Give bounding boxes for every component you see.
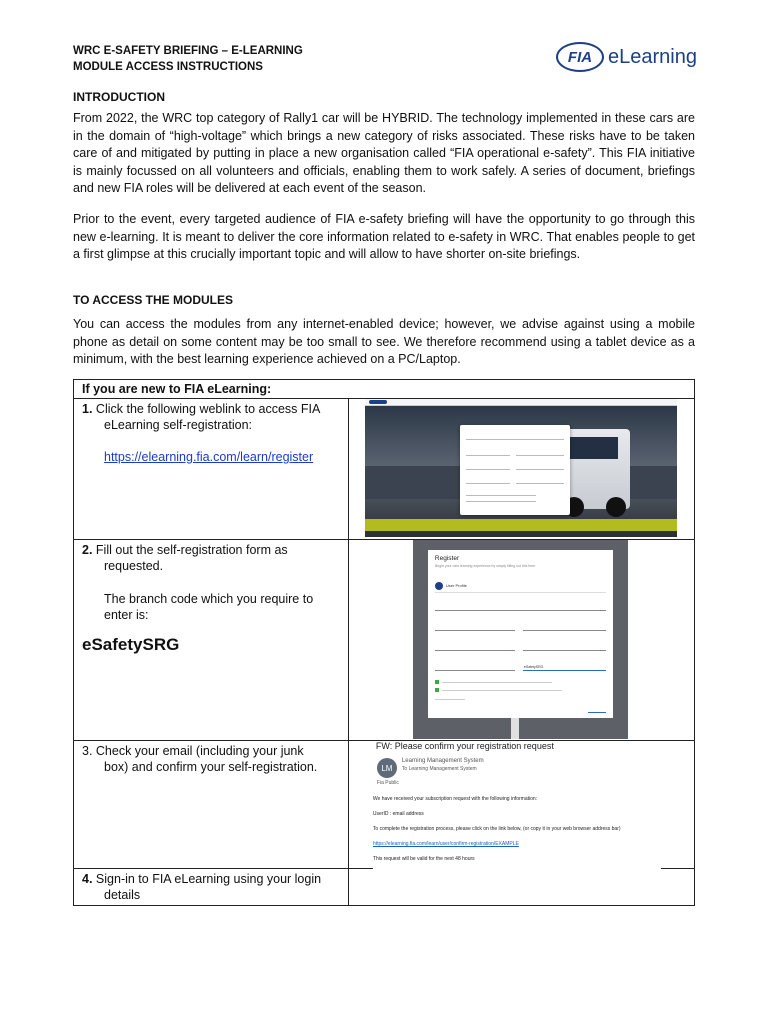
- step-4-text-a: Sign-in to FIA eLearning using your login: [95, 872, 322, 886]
- fia-elearning-logo: [556, 42, 697, 72]
- step-4-text-b: details: [104, 888, 141, 902]
- access-title: TO ACCESS THE MODULES: [73, 293, 234, 307]
- email-to: To Learning Management System: [401, 766, 477, 772]
- email-line-3: To complete the registration process, please click on the link below, (or copy it in your web browser address bar): [372, 826, 621, 832]
- step-4-number: 4.: [82, 872, 93, 886]
- step-2-text-a: Fill out the self-registration form as: [95, 543, 288, 557]
- email-confirm-link: https://elearning.fia.com/learn/user/confirm-registration/EXAMPLE: [372, 841, 519, 847]
- step-3-cell: [74, 741, 349, 869]
- document-header: [73, 43, 303, 75]
- register-page-screenshot: [348, 399, 694, 540]
- intro-title: INTRODUCTION: [73, 90, 165, 104]
- table-header: If you are new to FIA eLearning:: [74, 380, 695, 399]
- register-shot-subtitle: Begin your new learning experience by simply filling out this form: [434, 564, 536, 568]
- step-2-text-d: enter is:: [104, 608, 149, 622]
- step-4-cell: [74, 869, 349, 906]
- step-3-text-a: 3. Check your email (including your junk: [82, 744, 304, 758]
- logo-text: eLearning: [608, 45, 697, 68]
- register-shot-title: Register: [434, 555, 460, 562]
- step-3-text-b: box) and confirm your self-registration.: [104, 760, 318, 774]
- registration-form-screenshot: [348, 540, 694, 741]
- email-line-1: We have received your subscription request with the following information:: [372, 796, 538, 802]
- step-1-text-b: eLearning self-registration:: [104, 418, 252, 432]
- register-shot-code: eSafetySRG: [523, 665, 544, 669]
- header-line-1: WRC E-SAFETY BRIEFING – E-LEARNING: [73, 45, 303, 57]
- intro-paragraph-2: Prior to the event, every targeted audience of FIA e-safety briefing will have the opportunity to go through this new e-learning. It is meant to deliver the core information related to e-safety in WRC. That enables people to get a first glimpse at this crucially important topic and will allow to have shorter on-site briefings.: [73, 212, 695, 262]
- steps-table: [73, 379, 695, 906]
- step-2-number: 2.: [82, 543, 93, 557]
- step-4-empty-cell: [348, 869, 694, 906]
- email-from: Learning Management System: [401, 758, 484, 764]
- branch-code: eSafetySRG: [82, 635, 180, 654]
- step-1-text-a: Click the following weblink to access FIA: [95, 402, 321, 416]
- email-line-5: This request will be valid for the next 48 hours: [372, 856, 475, 862]
- email-subject: FW: Please confirm your registration request: [375, 741, 554, 751]
- register-link[interactable]: https://elearning.fia.com/learn/register: [104, 450, 314, 464]
- fia-logo-icon: FIA: [556, 42, 604, 72]
- profile-step-icon: [435, 582, 443, 590]
- confirmation-email-screenshot: [348, 741, 694, 869]
- sender-avatar: LM: [377, 758, 397, 778]
- step-1-cell: [74, 399, 349, 540]
- step-2-text-b: requested.: [104, 559, 164, 573]
- register-shot-profile: User Profile: [445, 583, 467, 588]
- email-tag: Fia Public: [376, 780, 399, 786]
- email-line-2: UserID : email address: [372, 811, 424, 817]
- access-paragraph: You can access the modules from any internet-enabled device; however, we advise against using a mobile phone as detail on some content may be too small to see. We therefore recommend using a tablet device as a minimum, with the best learning experience achieved on a PC/Laptop.: [73, 317, 695, 367]
- step-2-cell: [74, 540, 349, 741]
- step-2-text-c: The branch code which you require to: [104, 592, 314, 606]
- step-1-number: 1.: [82, 402, 93, 416]
- intro-paragraph-1: From 2022, the WRC top category of Rally1 car will be HYBRID. The technology implemented in these cars are in the domain of “high-voltage” which brings a new category of risks associated. These risks have to be taken care of and mitigated by putting in place a new organisation called “FIA operational e-safety”. This FIA initiative is mainly focussed on all volunteers and officials, enabling them to work safely. A series of document, briefings and new FIA roles will be delivered at each event of the season.: [73, 111, 695, 196]
- header-line-2: MODULE ACCESS INSTRUCTIONS: [73, 61, 263, 73]
